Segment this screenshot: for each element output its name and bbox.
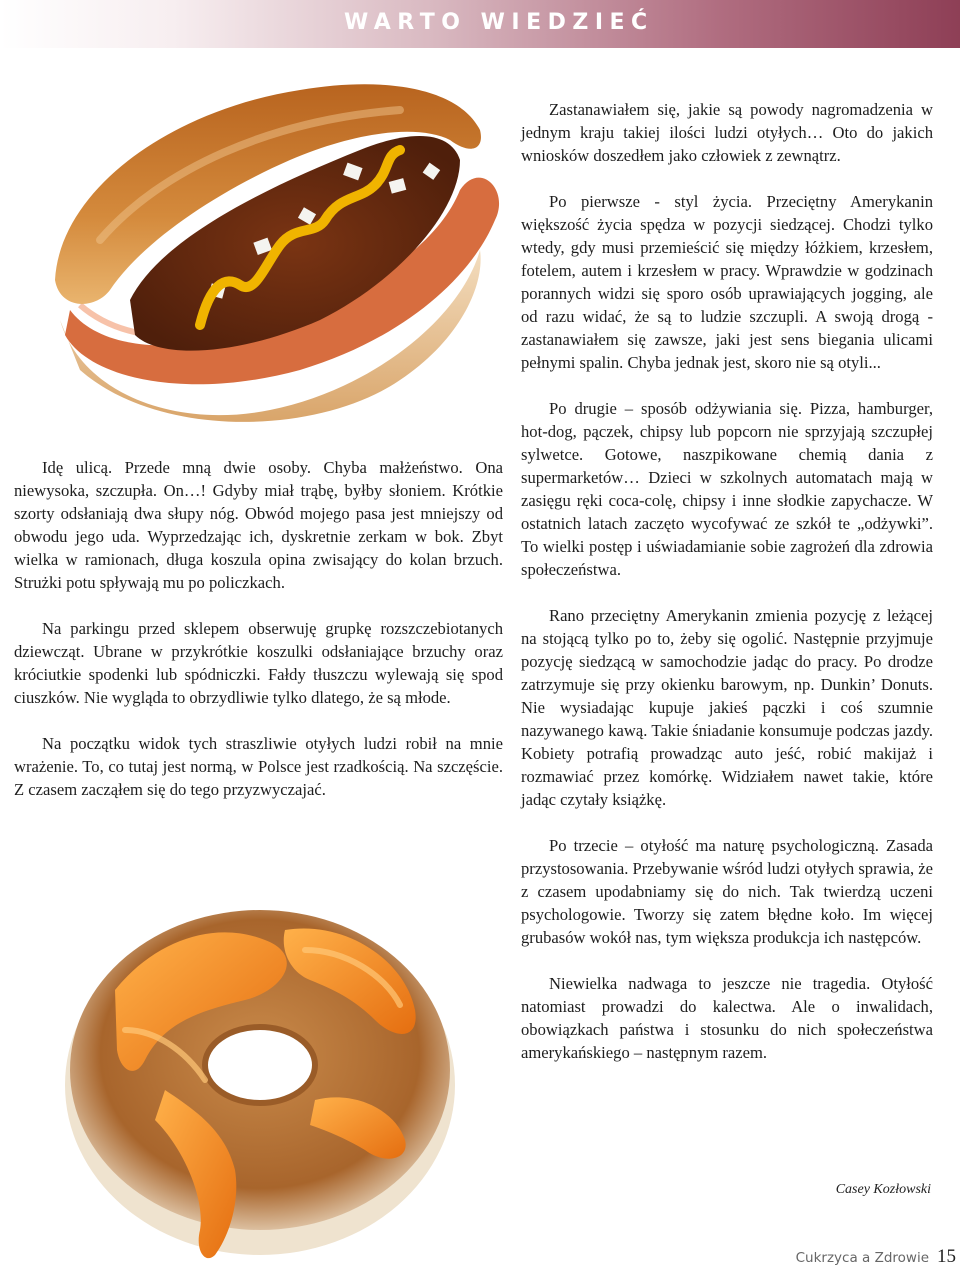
paragraph: Po trzecie – otyłość ma naturę psychologiczną. Zasada przystosowania. Przebywanie wśród ludzi otyłych sprawia, że z czasem upodabniamy się do nich. Tak twierdzą uczeni psychologowie. Tworzy się zatem błędne koło. Im więcej grubasów wokół nas, tym większa produkcja ich następców. bbox=[521, 836, 933, 947]
paragraph: Niewielka nadwaga to jeszcze nie tragedia. Otyłość natomiast prowadzi do kalectwa. Ale o inwalidach, obowiązkach państwa i stosunku do nich społeczeństwa amerykańskiego – następnym razem. bbox=[521, 974, 933, 1062]
paragraph: Zastanawiałem się, jakie są powody nagromadzenia w jednym kraju takiej ilości ludzi otyłych… Oto do jakich wniosków doszedłem jako człowiek z zewnątrz. bbox=[521, 100, 933, 165]
section-title: WARTO WIEDZIEĆ bbox=[344, 10, 654, 35]
paragraph: Na parkingu przed sklepem obserwuję grupkę rozszczebiotanych dziewcząt. Ubrane w przykrótkie koszulki odsłaniające brzuchy oraz króciutkie spodenki lub spódniczki. Fałdy tłuszczu wylewają się spod ciuszków. Nie wygląda to obrzydliwie tylko dlatego, że są młode. bbox=[14, 619, 503, 707]
paragraph: Rano przeciętny Amerykanin zmienia pozycję z leżącej na stojącą tylko po to, żeby się ogolić. Następnie przyjmuje pozycję siedzącą w samochodzie jadąc do pracy. Po drodze zatrzymuje się przy okienku barowym, np. Dunkin’ Donuts. Nie wysiadając kupuje jakieś pączki i coś szumnie nazywanego kawą. Takie śniadanie konsumuje podczas jazdy. Kobiety potrafią prowadząc auto jeść, robić makijaż i rozmawiać przez komórkę. Widziałem nawet takie, które jadąc czytały książkę. bbox=[521, 606, 933, 809]
paragraph: Na początku widok tych straszliwie otyłych ludzi robił na mnie wrażenie. To, co tutaj jest normą, w Polsce jest rzadkością. Na szczęście. Z czasem zacząłem się do tego przyzwyczajać. bbox=[14, 734, 503, 799]
paragraph: Idę ulicą. Przede mną dwie osoby. Chyba małżeństwo. Ona niewysoka, szczupła. On…! Gdyby miał trąbę, byłby słoniem. Krótkie szorty odsłaniają dwa słupy nóg. Obwód mojego pasa jest mniejszy od obwodu jego uda. Wyprzedzając ich, dyskretnie zerkam w bok. Zbyt wielka w ramionach, długa koszula opina zwisający do kolan brzuch. Strużki potu spływają mu po policzkach. bbox=[14, 458, 503, 592]
hot-dog-illustration bbox=[40, 70, 515, 440]
article-left-column bbox=[14, 456, 503, 801]
article-right-column bbox=[521, 98, 933, 1064]
paragraph: Po drugie – sposób odżywiania się. Pizza, hamburger, hot-dog, pączek, chipsy lub popcorn nie sprzyjają szczupłej sylwetce. Gotowe, naszpikowane chemią dania z supermarketów… Dzieci w szkolnych automatach mają w zasięgu ręki coca-colę, chipsy i inne słodkie zapychacze. W ostatnich latach zaczęto wycofywać ze szkół te „odżywki”. To wielki postęp i uświadamianie sobie zagrożeń dla zdrowia społeczeństwa. bbox=[521, 399, 933, 579]
glazed-donut-illustration bbox=[55, 880, 465, 1270]
page-number: 15 bbox=[937, 1246, 956, 1267]
page-footer bbox=[796, 1246, 956, 1268]
author-signature: Casey Kozłowski bbox=[835, 1182, 931, 1197]
paragraph: Po pierwsze - styl życia. Przeciętny Amerykanin większość życia spędza w pozycji siedzącej. Chodzi tylko wtedy, gdy musi przemieścić się między łóżkiem, krzesłem, fotelem, autem i krzesłem w pracy. Wprawdzie w godzinach porannych widzi się sporo osób uprawiających jogging, ale od razu widać, że są to ludzie szczupli. A swoją drogą - zastanawiałem się zawsze, jaki jest sens biegania ulicami pełnymi spalin. Chyba jednak jest, skoro nie są otyli... bbox=[521, 192, 933, 372]
publication-name: Cukrzyca a Zdrowie bbox=[795, 1250, 929, 1266]
